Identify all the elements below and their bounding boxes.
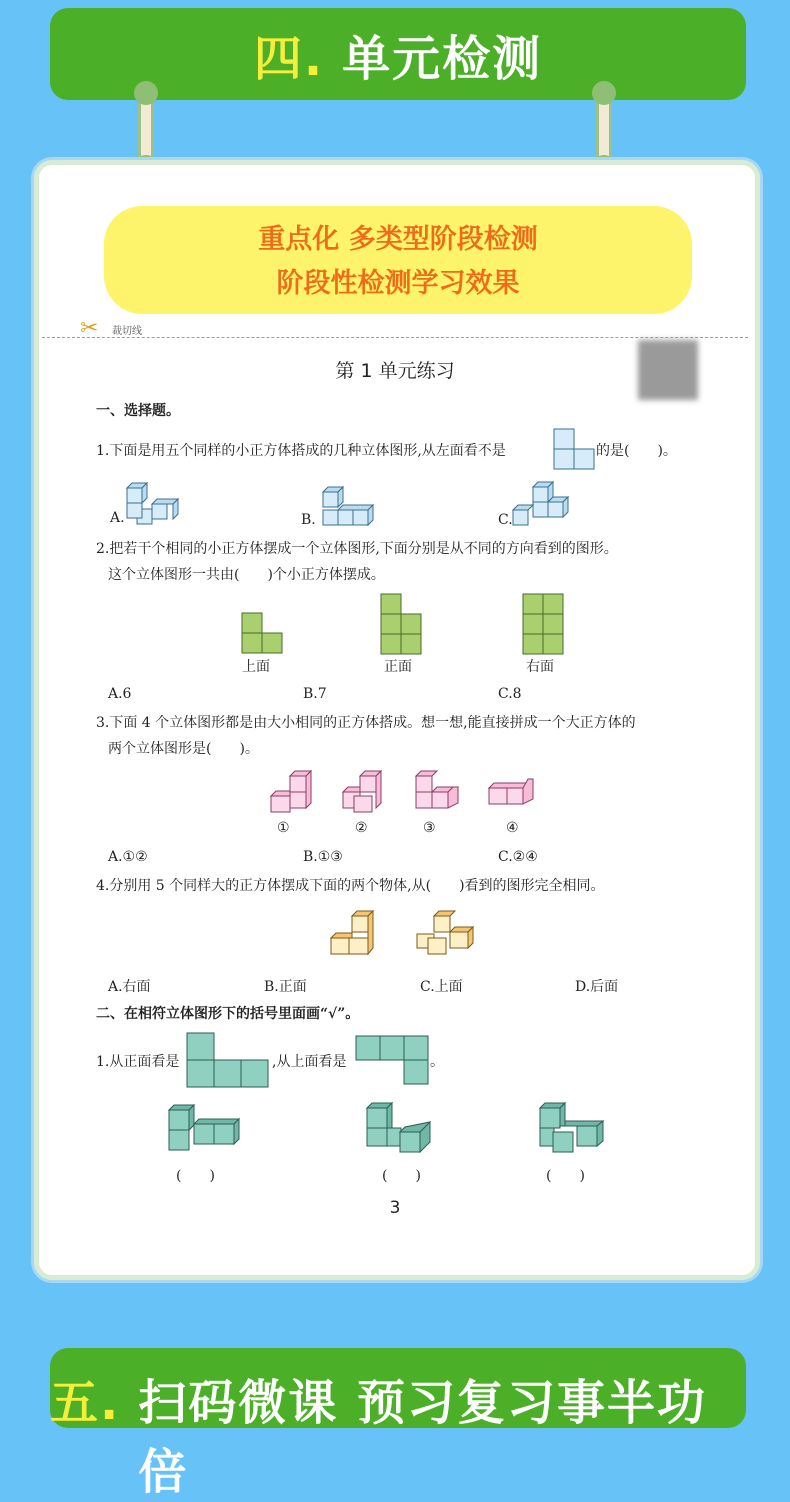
q4-object-1-icon bbox=[328, 908, 378, 958]
q3-label-1: ① bbox=[277, 820, 290, 836]
section-1-heading: 一、选择题。 bbox=[96, 403, 180, 419]
q2-line-2: 这个立体图形一共由( )个小正方体摆成。 bbox=[108, 567, 385, 583]
q2-top-view-icon bbox=[241, 612, 283, 654]
q3-line-2: 两个立体图形是( )。 bbox=[108, 741, 259, 757]
q1-option-a: A. bbox=[110, 510, 125, 526]
s2q1-bracket-1[interactable]: ( ) bbox=[176, 1168, 215, 1184]
q4-option-c: C.上面 bbox=[420, 979, 463, 995]
q3-line-1: 3.下面 4 个立体图形都是由大小相同的正方体搭成。想一想,能直接拼成一个大正方体的 bbox=[96, 715, 636, 731]
s2q1-figure-1-icon bbox=[166, 1102, 242, 1152]
s2q1-bracket-2[interactable]: ( ) bbox=[382, 1168, 421, 1184]
banner-number: 四. bbox=[253, 30, 325, 87]
cut-line bbox=[42, 337, 748, 338]
q1-text-a: 1.下面是用五个同样的小正方体搭成的几种立体图形,从左面看不是 bbox=[96, 443, 506, 459]
highlight-pill bbox=[104, 206, 692, 314]
q2-view-top-label: 上面 bbox=[242, 659, 270, 675]
q3-label-4: ④ bbox=[506, 820, 519, 836]
s2q1-top-view-icon bbox=[355, 1035, 429, 1085]
doc-title: 第 1 单元练习 bbox=[335, 360, 455, 382]
q1-left-view-icon bbox=[553, 428, 595, 470]
q3-figure-1-icon bbox=[268, 768, 318, 816]
q3-option-a: A.①② bbox=[108, 849, 148, 865]
q4-option-a: A.右面 bbox=[108, 979, 151, 995]
pill-line-1: 重点化 多类型阶段检测 bbox=[258, 224, 538, 255]
q2-option-a: A.6 bbox=[108, 686, 132, 702]
section-2-heading: 二、在相符立体图形下的括号里面画“√”。 bbox=[96, 1006, 360, 1022]
bottom-banner bbox=[50, 1348, 746, 1500]
q4-object-2-icon bbox=[414, 908, 476, 958]
banner-title: 单元检测 bbox=[342, 30, 543, 87]
q2-front-view-icon bbox=[380, 593, 422, 655]
pill-line-2: 阶段性检测学习效果 bbox=[276, 268, 520, 299]
scissors-icon: ✂ bbox=[80, 316, 99, 341]
q3-figure-3-icon bbox=[412, 768, 462, 812]
s2q1-text-b: ,从上面看是 bbox=[272, 1054, 347, 1070]
q3-option-c: C.②④ bbox=[498, 849, 538, 865]
q1-option-c: C. bbox=[498, 512, 513, 528]
q4-text: 4.分别用 5 个同样大的正方体摆成下面的两个物体,从( )看到的图形完全相同。 bbox=[96, 878, 605, 894]
q4-option-b: B.正面 bbox=[264, 979, 307, 995]
q3-option-b: B.①③ bbox=[303, 849, 343, 865]
q1-figure-b-icon bbox=[320, 486, 378, 530]
s2q1-figure-3-icon bbox=[537, 1100, 609, 1154]
q2-option-c: C.8 bbox=[498, 686, 522, 702]
q3-figure-2-icon bbox=[340, 768, 384, 816]
s2q1-text-a: 1.从正面看是 bbox=[96, 1054, 180, 1070]
q2-view-right-label: 右面 bbox=[526, 659, 554, 675]
q3-label-3: ③ bbox=[423, 820, 436, 836]
page-number: 3 bbox=[389, 1198, 401, 1218]
binder-ring-left bbox=[138, 90, 154, 170]
q1-text-b: 的是( )。 bbox=[596, 443, 677, 459]
s2q1-bracket-3[interactable]: ( ) bbox=[546, 1168, 585, 1184]
q3-figure-4-icon bbox=[486, 776, 538, 810]
s2q1-text-c: 。 bbox=[430, 1054, 444, 1070]
q1-figure-c-icon bbox=[510, 480, 572, 528]
q3-label-2: ② bbox=[355, 820, 368, 836]
q1-option-b: B. bbox=[301, 512, 316, 528]
bottom-banner-number: 五. bbox=[50, 1375, 121, 1431]
q2-line-1: 2.把若干个相同的小正方体摆成一个立体图形,下面分别是从不同的方向看到的图形。 bbox=[96, 541, 618, 557]
s2q1-front-view-icon bbox=[186, 1032, 270, 1088]
q2-view-front-label: 正面 bbox=[384, 659, 412, 675]
q1-figure-a-icon bbox=[124, 482, 182, 528]
q2-option-b: B.7 bbox=[303, 686, 327, 702]
bottom-banner-title: 扫码微课 预习复习事半功倍 bbox=[138, 1375, 707, 1500]
q4-option-d: D.后面 bbox=[575, 979, 619, 995]
binder-ring-right bbox=[596, 90, 612, 170]
q2-right-view-icon bbox=[522, 593, 564, 655]
cut-label: 裁切线 bbox=[112, 326, 142, 337]
s2q1-figure-2-icon bbox=[364, 1100, 436, 1156]
